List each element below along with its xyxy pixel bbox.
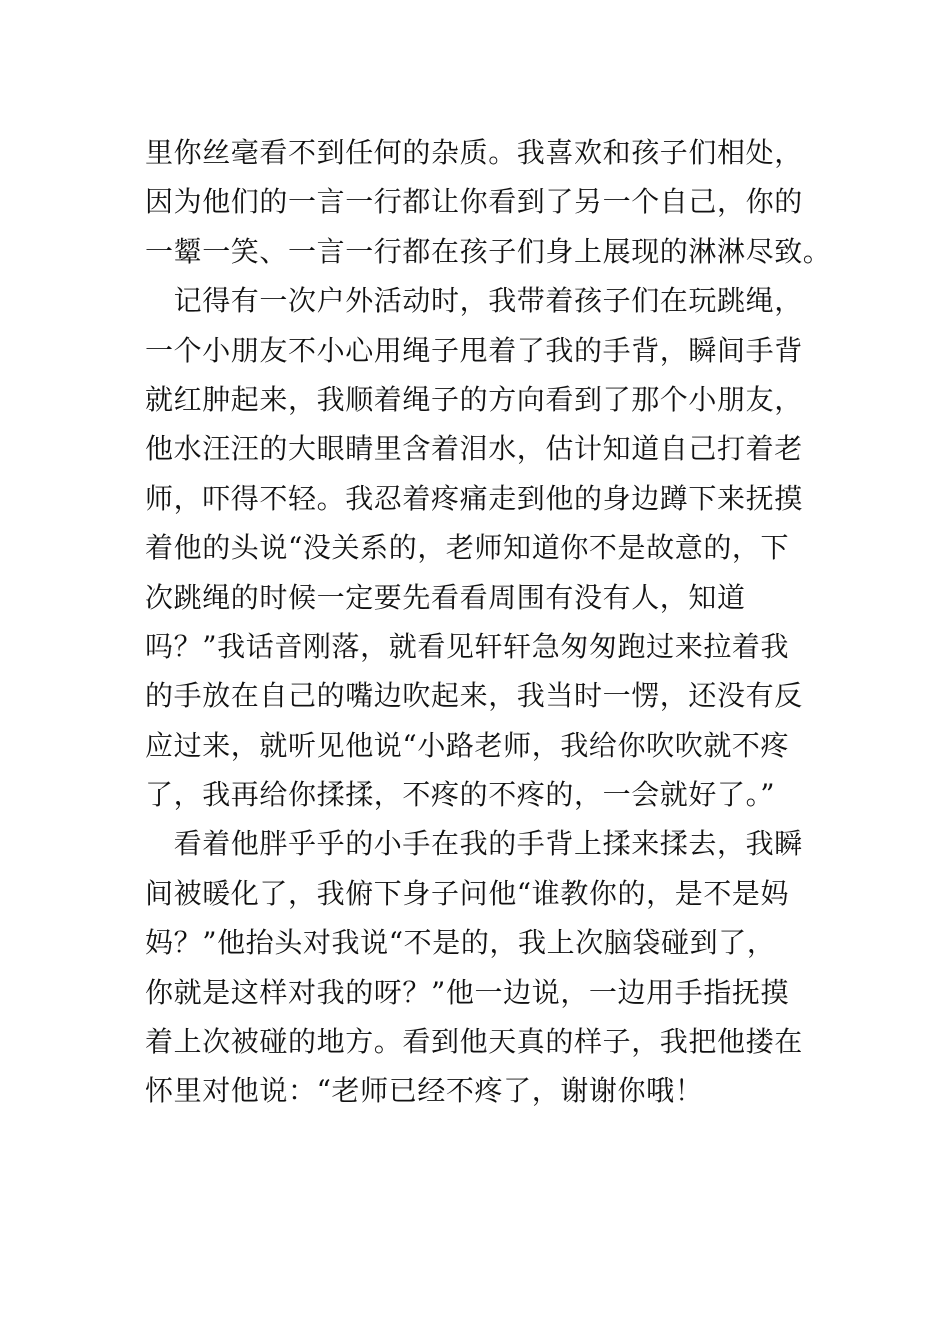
text-line: 着他的头说“没关系的，老师知道你不是故意的，下 xyxy=(145,531,790,565)
text-line: 间被暖化了，我俯下身子问他“谁教你的，是不是妈 xyxy=(145,876,790,910)
text-line: 你就是这样对我的呀？”他一边说，一边用手指抚摸 xyxy=(145,975,790,1009)
text-line: 师，吓得不轻。我忍着疼痛走到他的身边蹲下来抚摸 xyxy=(145,481,803,515)
text-line: 着上次被碰的地方。看到他天真的样子，我把他搂在 xyxy=(145,1025,803,1059)
text-line: 他水汪汪的大眼睛里含着泪水，估计知道自己打着老 xyxy=(145,432,803,466)
text-line: 吗？”我话音刚落，就看见轩轩急匆匆跑过来拉着我 xyxy=(145,629,790,663)
text-line: 看着他胖乎乎的小手在我的手背上揉来揉去，我瞬 xyxy=(145,827,803,861)
text-line: 次跳绳的时候一定要先看看周围有没有人，知道 xyxy=(145,580,746,614)
text-line: 就红肿起来，我顺着绳子的方向看到了那个小朋友， xyxy=(145,382,803,416)
text-line: 了，我再给你揉揉，不疼的不疼的，一会就好了。” xyxy=(145,778,776,812)
text-line: 妈？”他抬头对我说“不是的，我上次脑袋碰到了， xyxy=(145,926,776,960)
text-line: 怀里对他说：“老师已经不疼了，谢谢你哦！ xyxy=(145,1074,704,1108)
body-text xyxy=(145,128,832,1116)
text-line: 因为他们的一言一行都让你看到了另一个自己，你的 xyxy=(145,185,803,219)
text-line: 的手放在自己的嘴边吹起来，我当时一愣，还没有反 xyxy=(145,679,803,713)
text-line: 记得有一次户外活动时，我带着孩子们在玩跳绳， xyxy=(145,284,803,318)
text-line: 一颦一笑、一言一行都在孩子们身上展现的淋淋尽致。 xyxy=(145,234,832,268)
text-line: 里你丝毫看不到任何的杂质。我喜欢和孩子们相处， xyxy=(145,136,803,169)
text-line: 一个小朋友不小心用绳子甩着了我的手背，瞬间手背 xyxy=(145,333,803,367)
text-line: 应过来，就听见他说“小路老师，我给你吹吹就不疼 xyxy=(145,728,790,762)
